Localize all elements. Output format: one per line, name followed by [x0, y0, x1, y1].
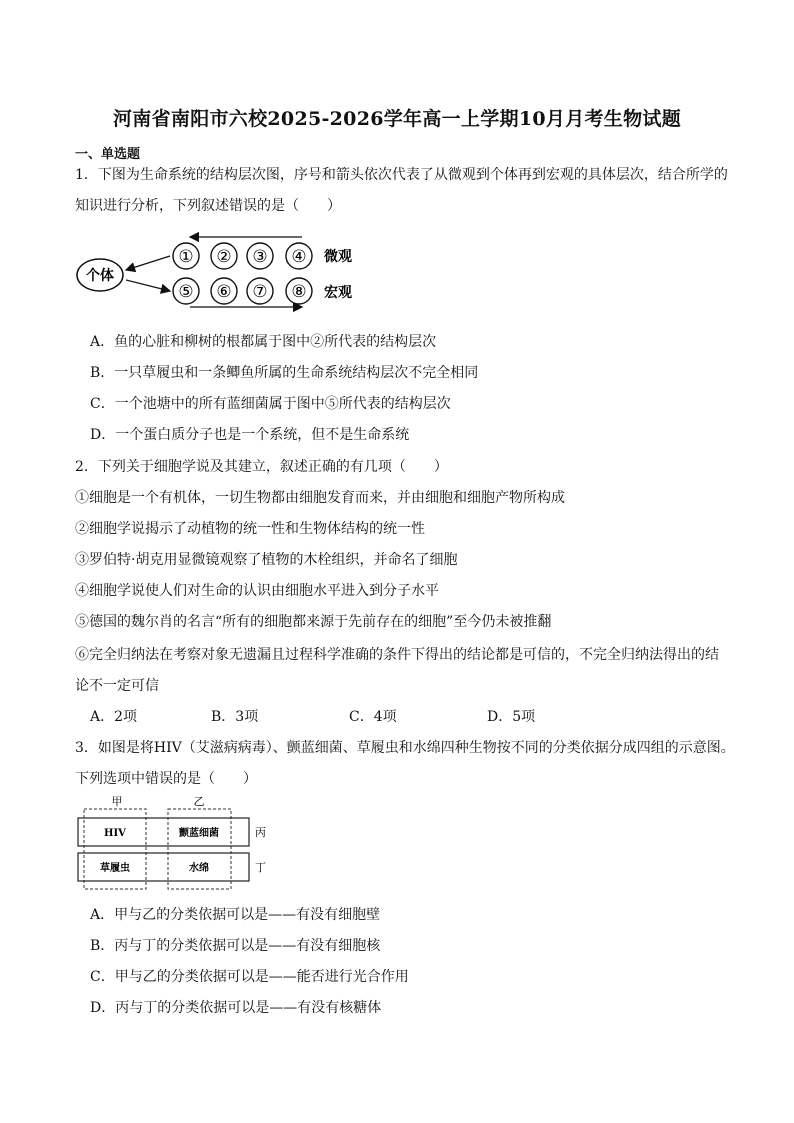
group-bing-label: 丙 [255, 826, 266, 839]
life-system-diagram [72, 228, 372, 313]
macro-level-number-4: ⑧ [291, 282, 307, 302]
q2-item-1: ①细胞是一个有机体，一切生物都由细胞发育而来，并由细胞和细胞产物所构成 [75, 490, 565, 506]
q2-option-a: A．2项 [90, 709, 138, 725]
q2-option-b: B．3项 [211, 709, 259, 725]
q1-option-c: C．一个池塘中的所有蓝细菌属于图中⑤所代表的结构层次 [90, 396, 451, 412]
q3-option-b: B．丙与丁的分类依据可以是——有没有细胞核 [90, 938, 381, 954]
q1-option-b: B．一只草履虫和一条鲫鱼所属的生命系统结构层次不完全相同 [90, 365, 479, 381]
micro-level-number-1: ① [178, 247, 194, 267]
group-jia-label: 甲 [111, 795, 123, 808]
section-heading: 一、单选题 [75, 147, 141, 162]
group-yi-label: 乙 [193, 795, 205, 808]
arrow-to-individual [126, 256, 170, 270]
q2-item-6-cont: 论不一定可信 [75, 678, 159, 694]
micro-label: 微观 [324, 249, 352, 265]
macro-level-number-3: ⑦ [252, 282, 268, 302]
q3-option-d: D．丙与丁的分类依据可以是——有没有核糖体 [90, 1000, 382, 1016]
group-yi-box [168, 809, 231, 889]
cell-cyanobacteria: 颤蓝细菌 [179, 828, 219, 839]
cell-spirogyra: 水绵 [189, 863, 209, 874]
cell-hiv: HIV [104, 828, 126, 839]
arrow-from-individual [126, 280, 170, 291]
q3-stem-line2: 下列选项中错误的是（ ） [75, 771, 257, 787]
micro-level-number-4: ④ [291, 247, 307, 267]
macro-label: 宏观 [324, 285, 352, 301]
q1-option-d: D．一个蛋白质分子也是一个系统，但不是生命系统 [90, 427, 410, 443]
page-title: 河南省南阳市六校2025-2026学年高一上学期10月月考生物试题 [113, 108, 681, 130]
q2-stem: 2．下列关于细胞学说及其建立，叙述正确的有几项（ ） [75, 459, 448, 475]
macro-level-number-2: ⑥ [216, 282, 232, 302]
group-ding-label: 丁 [255, 861, 266, 874]
macro-levels [173, 278, 312, 304]
micro-level-number-3: ③ [252, 247, 268, 267]
q2-option-c: C．4项 [349, 709, 397, 725]
q3-stem-line1: 3．如图是将HIV（艾滋病病毒）、颤蓝细菌、草履虫和水绵四种生物按不同的分类依据分成四组的示意图。 [75, 740, 735, 756]
q1-option-a: A．鱼的心脏和柳树的根都属于图中②所代表的结构层次 [90, 334, 437, 350]
classification-diagram [72, 793, 282, 893]
macro-level-number-1: ⑤ [178, 282, 194, 302]
cell-paramecium: 草履虫 [100, 863, 130, 874]
q2-option-d: D．5项 [487, 709, 536, 725]
q2-item-5: ⑤德国的魏尔肖的名言“所有的细胞都来源于先前存在的细胞”至今仍未被推翻 [75, 614, 552, 630]
q1-stem-line2: 知识进行分析，下列叙述错误的是（ ） [75, 198, 341, 214]
q2-item-6: ⑥完全归纳法在考察对象无遗漏且过程科学准确的条件下得出的结论都是可信的，不完全归纳法得出的结 [75, 647, 719, 663]
micro-level-number-2: ② [216, 247, 232, 267]
q2-item-2: ②细胞学说揭示了动植物的统一性和生物体结构的统一性 [75, 521, 425, 537]
q2-item-3: ③罗伯特·胡克用显微镜观察了植物的木栓组织，并命名了细胞 [75, 552, 458, 568]
q3-option-c: C．甲与乙的分类依据可以是——能否进行光合作用 [90, 969, 409, 985]
q3-option-a: A．甲与乙的分类依据可以是——有没有细胞壁 [90, 907, 381, 923]
q1-stem-line1: 1．下图为生命系统的结构层次图，序号和箭头依次代表了从微观到个体再到宏观的具体层次，结合所学的 [75, 167, 728, 183]
individual-label: 个体 [86, 268, 114, 284]
q2-item-4: ④细胞学说使人们对生命的认识由细胞水平进入到分子水平 [75, 583, 439, 599]
micro-levels [173, 243, 312, 269]
group-jia-box [84, 809, 146, 889]
